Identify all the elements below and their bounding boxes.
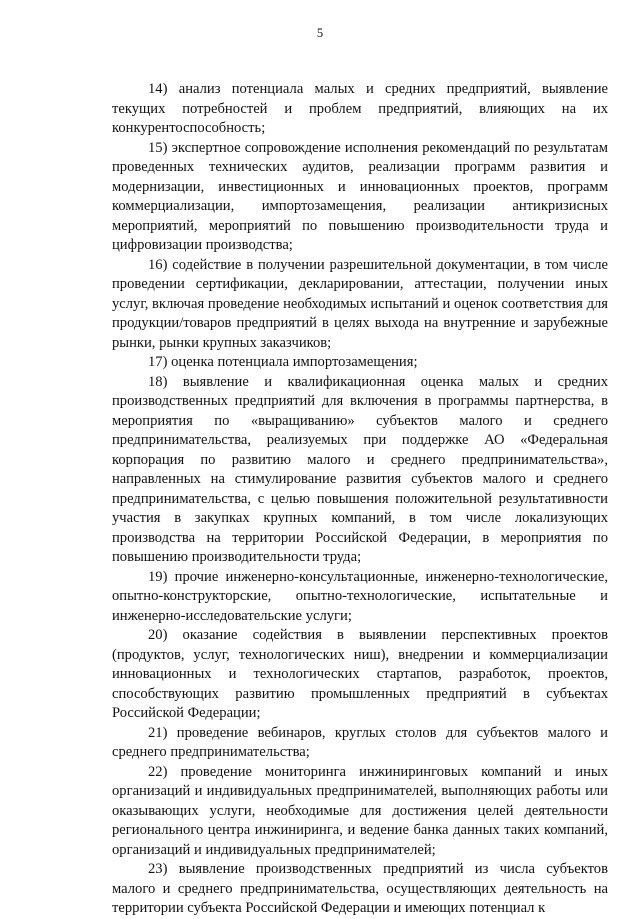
document-body xyxy=(112,80,608,919)
list-item-14: 14) анализ потенциала малых и средних предприятий, выявление текущих потребностей и проблем предприятий, влияющих на их конкурентоспособность; xyxy=(112,81,608,136)
list-item-23: 23) выявление производственных предприятий из числа субъектов малого и среднего предпринимательства, осуществляющих деятельность на территории субъекта Российской Федерации и имеющих потенциал к xyxy=(112,861,608,916)
list-item-15: 15) экспертное сопровождение исполнения рекомендаций по результатам проведенных технических аудитов, реализации программ развития и модернизации, инвестиционных и инновационных проектов, программ коммерциализации, импортозамещения, реализации антикризисных мероприятий, мероприятий по повышению производительности труда и цифровизации производства; xyxy=(112,139,608,253)
list-item-21: 21) проведение вебинаров, круглых столов для субъектов малого и среднего предпринимательства; xyxy=(112,724,608,760)
list-item-19: 19) прочие инженерно-консультационные, инженерно-технологические, опытно-конструкторские, опытно-технологические, испытательные и инженерно-исследовательские услуги; xyxy=(112,568,608,624)
list-item-18: 18) выявление и квалификационная оценка малых и средних производственных предприятий для включения в программы партнерства, в мероприятия по «выращиванию» субъектов малого и среднего предпринимательства, реализуемых при поддержке АО «Федеральная корпорация по развитию малого и среднего предпринимательства», направленных на стимулирование развития субъектов малого и среднего предпринимательства, с целью повышения положительной результативности участия в закупках крупных компаний, в том числе локализующих производства на территории Российской Федерации, в мероприятия по повышению производительности труда; xyxy=(112,373,608,565)
list-item-22: 22) проведение мониторинга инжиниринговых компаний и иных организаций и индивидуальных предпринимателей, выполняющих работы или оказывающих услуги, необходимые для достижения целей деятельности регионального центра инжиниринга, и ведение банка данных таких компаний, организаций и индивидуальных предпринимателей; xyxy=(112,763,608,858)
list-item-20: 20) оказание содействия в выявлении перспективных проектов (продуктов, услуг, технологических ниш), внедрении и коммерциализации инновационных и технологических стартапов, разработок, проектов, способствующих развитию промышленных предприятий в субъектах Российской Федерации; xyxy=(112,627,608,721)
page-number: 5 xyxy=(316,26,324,40)
list-item-16: 16) содействие в получении разрешительной документации, в том числе проведении сертификации, декларировании, аттестации, получении иных услуг, включая проведение необходимых испытаний и оценок соответствия для продукции/товаров предприятий в целях выхода на внутренние и зарубежные рынки, рынки крупных заказчиков; xyxy=(112,256,608,351)
list-item-17: 17) оценка потенциала импортозамещения; xyxy=(148,354,418,370)
